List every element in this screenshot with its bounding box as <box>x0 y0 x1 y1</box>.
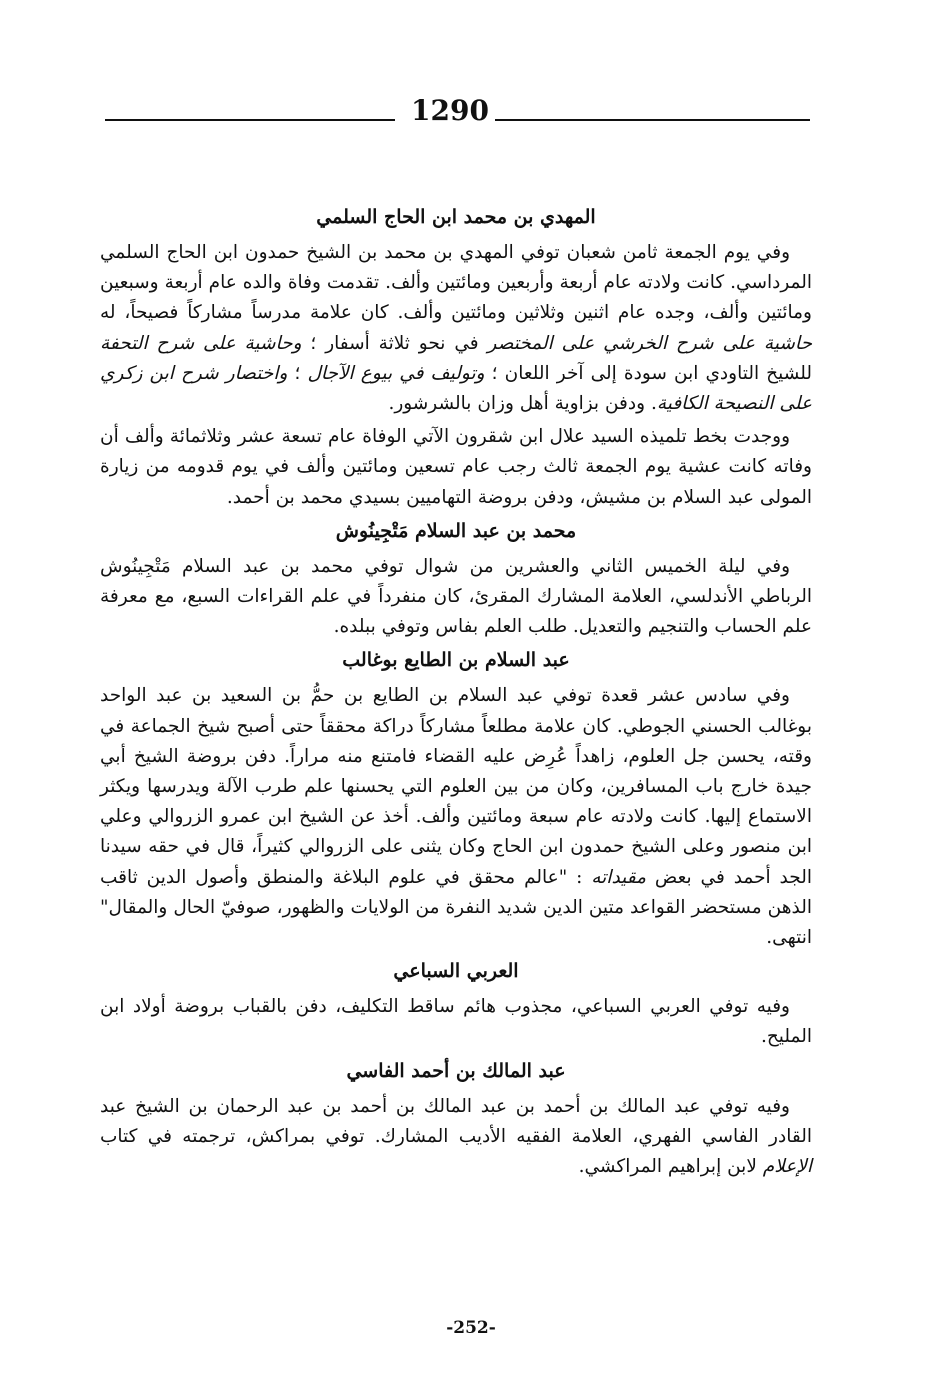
paragraph-text: لابن إبراهيم المراكشي. <box>578 1156 763 1178</box>
header-rule-left <box>105 119 395 121</box>
book-title: وتوليف في بيوع الآجال <box>307 362 485 384</box>
page-number: -252- <box>446 1318 496 1338</box>
page-header <box>105 92 810 136</box>
paragraph-text: ووجدت بخط تلميذه السيد علال ابن شقرون الآتي الوفاة عام تسعة عشر وثلاثمائة وألف أن وفاته كانت عشية يوم الجمعة ثالث رجب عام تسعين ومائتين وألف في يوم قدومه من زيارة المولى عبد السلام بن مشيش، ودفن بروضة التهاميين بسيدي محمد بن أحمد. <box>100 426 812 508</box>
header-rule-right <box>495 119 810 121</box>
page-body <box>100 200 812 1185</box>
entry-paragraph <box>100 681 812 953</box>
paragraph-text: وفيه توفي عبد المالك بن أحمد بن عبد المالك بن أحمد بن عبد الرحمان بن الشيخ عبد القادر الفاسي الفهري، العلامة الفقيه الأديب المشارك. توفي بمراكش، ترجمته في كتاب <box>100 1095 812 1147</box>
entry-paragraph <box>100 422 812 513</box>
paragraph-text: في نحو ثلاثة أسفار ؛ <box>301 332 488 354</box>
paragraph-text: وفي ليلة الخميس الثاني والعشرين من شوال توفي محمد بن عبد السلام مَتْجِينُوش الرباطي الأندلسي، العلامة المشارك المقرئ، كان منفرداً في علم القراءات السبع، مع معرفة علم الحساب والتنجيم والتعديل. طلب العلم بفاس وتوفي ببلده. <box>100 555 812 638</box>
entry-title: محمد بن عبد السلام مَتْجِينُوش <box>335 519 577 542</box>
year-heading: 1290 <box>411 94 489 127</box>
paragraph-text: وفي يوم الجمعة ثامن شعبان توفي المهدي بن محمد بن الشيخ حمدون ابن الحاج السلمي المرداسي. كانت ولادته عام أربعة وأربعين ومائتين وألف. تقدمت وفاة والده عام أربعة وسبعين ومائتين وألف، وجده عام اثنين وثلاثين ومائتين وألف. كان علامة مدرساً مشاركاً فصيحاً، له <box>100 242 812 324</box>
book-title: مقيداته <box>591 866 647 888</box>
paragraph-text: وفي سادس عشر قعدة توفي عبد السلام بن الطايع بن حمُّ بن السعيد بن عبد الواحد بوغالب الحسني الجوطي. كان علامة مطلعاً مشاركاً دراكة محققاً حتى أصبح شيخ الجماعة في وقته، يحسن جل العلوم، زاهداً عُرِض عليه القضاء فامتنع منه مراراً. دفن بروضة الشيخ أبي جيدة خارج باب المسافرين، وكان من بين العلوم التي يحسنها علم طرب الآلة ويدرسها ويكثر الاستماع إليها. كانت ولادته عام سبعة ومائتين وألف. أخذ عن الشيخ ابن عمرو الزروالي وعلي ابن منصور وعلى الشيخ حمدون ابن الحاج وكان يثنى على الزروالي كثيراً، قال في حقه سيدنا الجد أحمد في بعض <box>100 685 812 888</box>
entry-paragraph <box>100 1092 812 1183</box>
entry-title: عبد المالك بن أحمد الفاسي <box>346 1059 566 1082</box>
entry-title: عبد السلام بن الطايع بوغالب <box>342 649 570 672</box>
book-title: وحاشية على شرح التحفة <box>100 332 302 354</box>
entry-paragraph <box>100 992 812 1052</box>
paragraph-text: وفيه توفي العربي السباعي، مجذوب هائم ساقط التكليف، دفن بالقباب بروضة أولاد ابن المليح. <box>100 996 812 1048</box>
book-title: واختصار شرح ابن زكري على النصيحة الكافية <box>100 362 812 415</box>
entry-title: العربي السباعي <box>393 960 519 983</box>
paragraph-text: . ودفن بزاوية أهل وزان بالشرشور. <box>388 393 657 415</box>
entry-paragraph <box>100 238 812 419</box>
book-title: حاشية على شرح الخرشي على المختصر <box>487 332 813 354</box>
book-title: الإعلام <box>762 1156 812 1178</box>
entry-title: المهدي بن محمد ابن الحاج السلمي <box>316 206 596 228</box>
paragraph-text: ؛ <box>287 362 308 384</box>
paragraph-text: : "عالم محقق في علوم البلاغة والمنطق وأصول الدين ثاقب الذهن مستحضر القواعد متين الدين شديد النفرة من الولايات والظهور، صوفيّ الحال والمقال" انتهى. <box>100 866 812 949</box>
paragraph-text: للشيخ التاودي ابن سودة إلى آخر اللعان ؛ <box>484 362 812 384</box>
entry-paragraph <box>100 552 812 643</box>
